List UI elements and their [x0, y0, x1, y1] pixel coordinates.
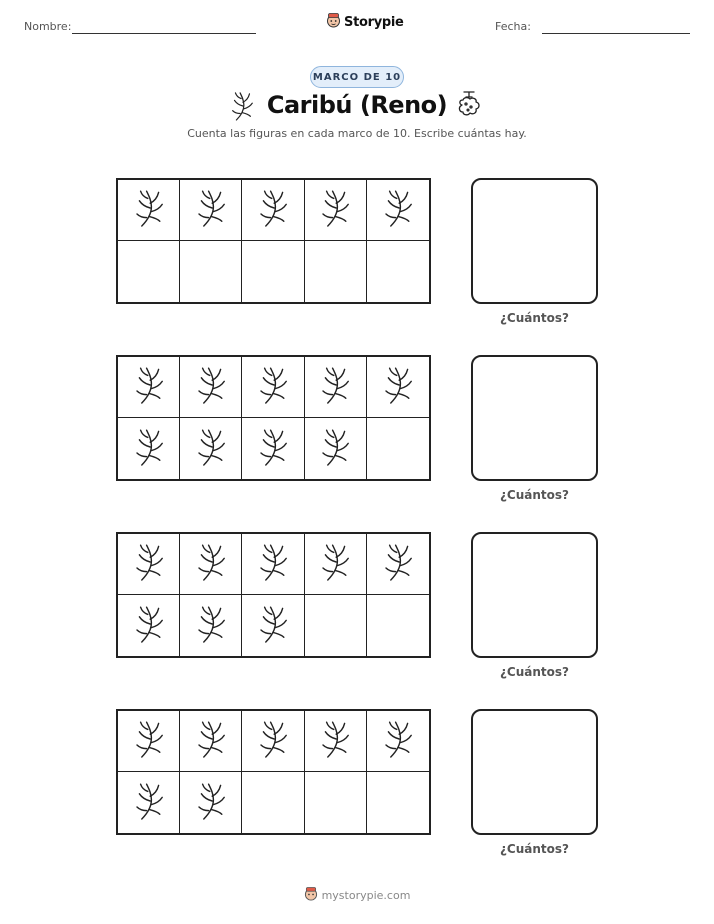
antler-icon — [131, 718, 167, 764]
antler-icon — [255, 541, 291, 587]
antler-icon — [317, 364, 353, 410]
antler-icon — [380, 541, 416, 587]
frame-cell — [367, 357, 429, 418]
footer-url: mystorypie.com — [321, 889, 411, 902]
frame-cell — [305, 711, 367, 772]
antler-icon — [131, 364, 167, 410]
antler-icon — [193, 364, 229, 410]
footer — [0, 886, 714, 905]
shower-sponge-icon — [456, 90, 482, 126]
antler-icon — [131, 541, 167, 587]
name-field[interactable] — [72, 33, 256, 34]
antler-icon — [131, 426, 167, 472]
antler-icon — [380, 364, 416, 410]
frame-cell — [367, 595, 429, 656]
frame-cell — [180, 241, 242, 302]
ten-frame-3 — [116, 532, 431, 658]
how-many-label-1: ¿Cuántos? — [499, 311, 570, 325]
page-title: Caribú (Reno) — [266, 91, 448, 119]
antler-icon — [193, 541, 229, 587]
instructions: Cuenta las figuras en cada marco de 10. Escribe cuántas hay. — [187, 127, 527, 140]
frame-cell — [305, 534, 367, 595]
how-many-label-3: ¿Cuántos? — [499, 665, 570, 679]
antler-icon — [255, 718, 291, 764]
frame-cell — [180, 180, 242, 241]
frame-cell — [305, 241, 367, 302]
antler-icon — [255, 603, 291, 649]
answer-box-4[interactable] — [471, 709, 598, 835]
antler-icon — [255, 187, 291, 233]
antler-icon — [131, 603, 167, 649]
worksheet-type-badge: MARCO DE 10 — [310, 66, 404, 88]
frame-cell — [367, 241, 429, 302]
frame-cell — [367, 711, 429, 772]
frame-cell — [180, 418, 242, 479]
date-field[interactable] — [542, 33, 690, 34]
answer-box-3[interactable] — [471, 532, 598, 658]
antler-icon — [255, 364, 291, 410]
frame-cell — [242, 595, 304, 656]
storypie-logo-icon — [304, 886, 318, 905]
answer-box-2[interactable] — [471, 355, 598, 481]
antler-icon — [193, 426, 229, 472]
antler-icon — [193, 718, 229, 764]
antler-icon — [380, 718, 416, 764]
frame-cell — [118, 180, 180, 241]
ten-frame-2 — [116, 355, 431, 481]
frame-cell — [118, 241, 180, 302]
frame-cell — [118, 595, 180, 656]
frame-cell — [180, 534, 242, 595]
frame-cell — [180, 772, 242, 833]
brand-name: Storypie — [344, 14, 404, 30]
frame-cell — [242, 534, 304, 595]
antler-icon — [131, 780, 167, 826]
frame-cell — [305, 418, 367, 479]
how-many-label-2: ¿Cuántos? — [499, 488, 570, 502]
storypie-logo-icon — [326, 12, 341, 33]
frame-cell — [180, 711, 242, 772]
ten-frame-1 — [116, 178, 431, 304]
ten-frame-4 — [116, 709, 431, 835]
frame-cell — [242, 418, 304, 479]
antler-icon — [131, 187, 167, 233]
frame-cell — [118, 357, 180, 418]
frame-cell — [305, 180, 367, 241]
antler-icon — [317, 718, 353, 764]
frame-cell — [242, 180, 304, 241]
name-label: Nombre: — [24, 20, 72, 33]
frame-cell — [180, 595, 242, 656]
date-label: Fecha: — [495, 20, 531, 33]
brand — [326, 12, 404, 32]
frame-cell — [180, 357, 242, 418]
frame-cell — [367, 180, 429, 241]
frame-cell — [118, 534, 180, 595]
frame-cell — [242, 711, 304, 772]
antler-icon — [255, 426, 291, 472]
antler-icon — [193, 603, 229, 649]
frame-cell — [118, 418, 180, 479]
frame-cell — [305, 357, 367, 418]
how-many-label-4: ¿Cuántos? — [499, 842, 570, 856]
frame-cell — [242, 241, 304, 302]
antler-icon — [380, 187, 416, 233]
antler-icon — [317, 426, 353, 472]
frame-cell — [305, 772, 367, 833]
frame-cell — [118, 772, 180, 833]
frame-cell — [367, 534, 429, 595]
frame-cell — [242, 357, 304, 418]
antler-icon — [317, 187, 353, 233]
answer-box-1[interactable] — [471, 178, 598, 304]
antler-icon — [193, 780, 229, 826]
antler-icon — [193, 187, 229, 233]
antler-icon — [317, 541, 353, 587]
frame-cell — [118, 711, 180, 772]
frame-cell — [305, 595, 367, 656]
frame-cell — [367, 418, 429, 479]
frame-cell — [242, 772, 304, 833]
frame-cell — [367, 772, 429, 833]
